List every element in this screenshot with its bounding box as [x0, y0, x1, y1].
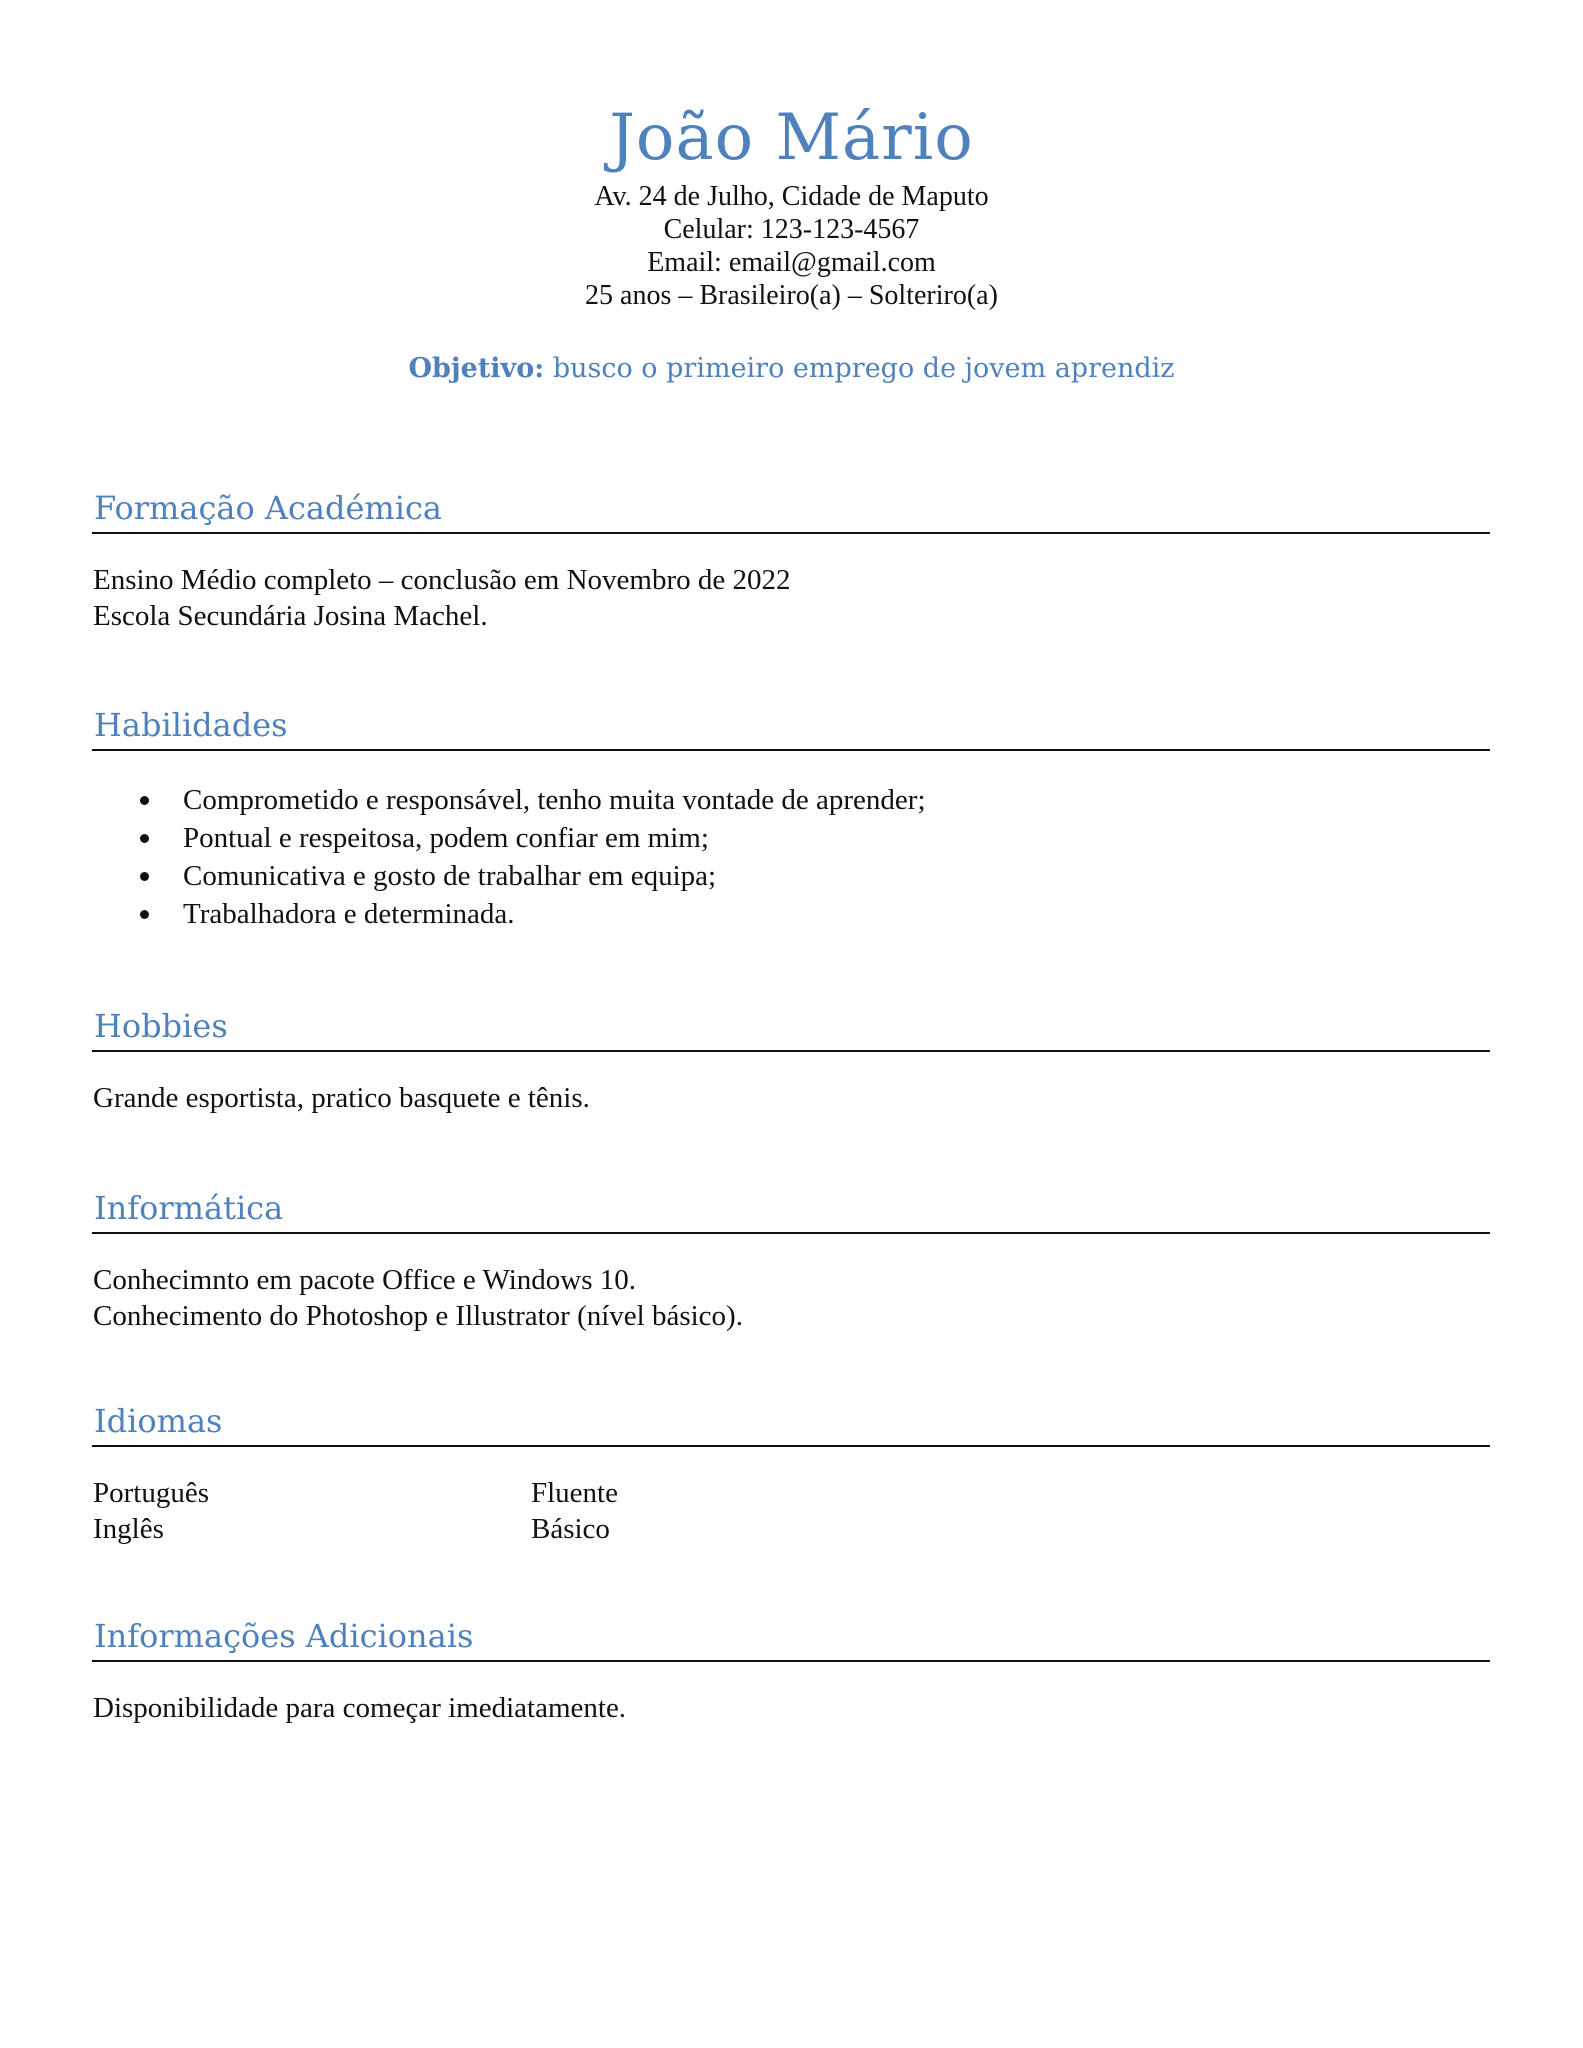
- objective-text: busco o primeiro emprego de jovem aprendiz: [544, 353, 1175, 384]
- section-title-education: Formação Académica: [94, 489, 442, 527]
- bullet-icon: [140, 910, 149, 919]
- section-divider: [92, 532, 1490, 534]
- hobbies-line: Grande esportista, pratico basquete e tênis.: [93, 1082, 590, 1114]
- computing-line: Conhecimnto em pacote Office e Windows 10.: [93, 1264, 636, 1296]
- candidate-name: João Mário: [609, 101, 974, 175]
- skill-text: Pontual e respeitosa, podem confiar em mim;: [183, 822, 709, 854]
- list-item: [92, 857, 1490, 895]
- section-divider: [92, 1050, 1490, 1052]
- bullet-icon: [140, 872, 149, 881]
- email: Email: email@gmail.com: [647, 247, 936, 278]
- resume-header: [0, 96, 1583, 312]
- section-title-languages: Idiomas: [94, 1402, 223, 1440]
- section-hobbies: [92, 1004, 1490, 1116]
- section-body-languages: [92, 1475, 1490, 1547]
- language-level: Fluente: [531, 1477, 618, 1509]
- language-name: Inglês: [93, 1513, 164, 1545]
- section-body-additional: [92, 1690, 1490, 1726]
- section-title-skills: Habilidades: [94, 706, 288, 744]
- objective: [0, 353, 1583, 384]
- section-languages: [92, 1399, 1490, 1547]
- section-additional: [92, 1614, 1490, 1726]
- skill-text: Comprometido e responsável, tenho muita vontade de aprender;: [183, 784, 926, 816]
- objective-label: Objetivo:: [408, 353, 545, 384]
- additional-line: Disponibilidade para começar imediatamente.: [93, 1692, 627, 1724]
- section-divider: [92, 1232, 1490, 1234]
- bullet-icon: [140, 834, 149, 843]
- education-line: Ensino Médio completo – conclusão em Novembro de 2022: [93, 564, 791, 596]
- address: Av. 24 de Julho, Cidade de Maputo: [594, 181, 989, 212]
- phone: Celular: 123-123-4567: [663, 214, 920, 245]
- list-item: [92, 819, 1490, 857]
- bullet-icon: [140, 796, 149, 805]
- computing-line: Conhecimento do Photoshop e Illustrator (nível básico).: [93, 1300, 743, 1332]
- language-level: Básico: [531, 1513, 610, 1545]
- section-education: [92, 486, 1490, 634]
- language-row: [93, 1511, 1490, 1547]
- section-divider: [92, 749, 1490, 751]
- language-name: Português: [93, 1477, 209, 1509]
- section-title-computing: Informática: [94, 1189, 284, 1227]
- section-body-education: [92, 562, 1490, 634]
- section-title-additional: Informações Adicionais: [94, 1617, 474, 1655]
- education-line: Escola Secundária Josina Machel.: [93, 600, 488, 632]
- section-skills: [92, 703, 1490, 933]
- skill-text: Comunicativa e gosto de trabalhar em equipa;: [183, 860, 717, 892]
- language-row: [93, 1475, 1490, 1511]
- section-title-hobbies: Hobbies: [94, 1007, 228, 1045]
- section-body-computing: [92, 1262, 1490, 1334]
- section-divider: [92, 1660, 1490, 1662]
- section-body-hobbies: [92, 1080, 1490, 1116]
- list-item: [92, 895, 1490, 933]
- personal-info: 25 anos – Brasileiro(a) – Solteriro(a): [585, 280, 998, 311]
- section-divider: [92, 1445, 1490, 1447]
- skills-list: [92, 781, 1490, 933]
- skill-text: Trabalhadora e determinada.: [183, 898, 515, 930]
- section-computing: [92, 1186, 1490, 1334]
- list-item: [92, 781, 1490, 819]
